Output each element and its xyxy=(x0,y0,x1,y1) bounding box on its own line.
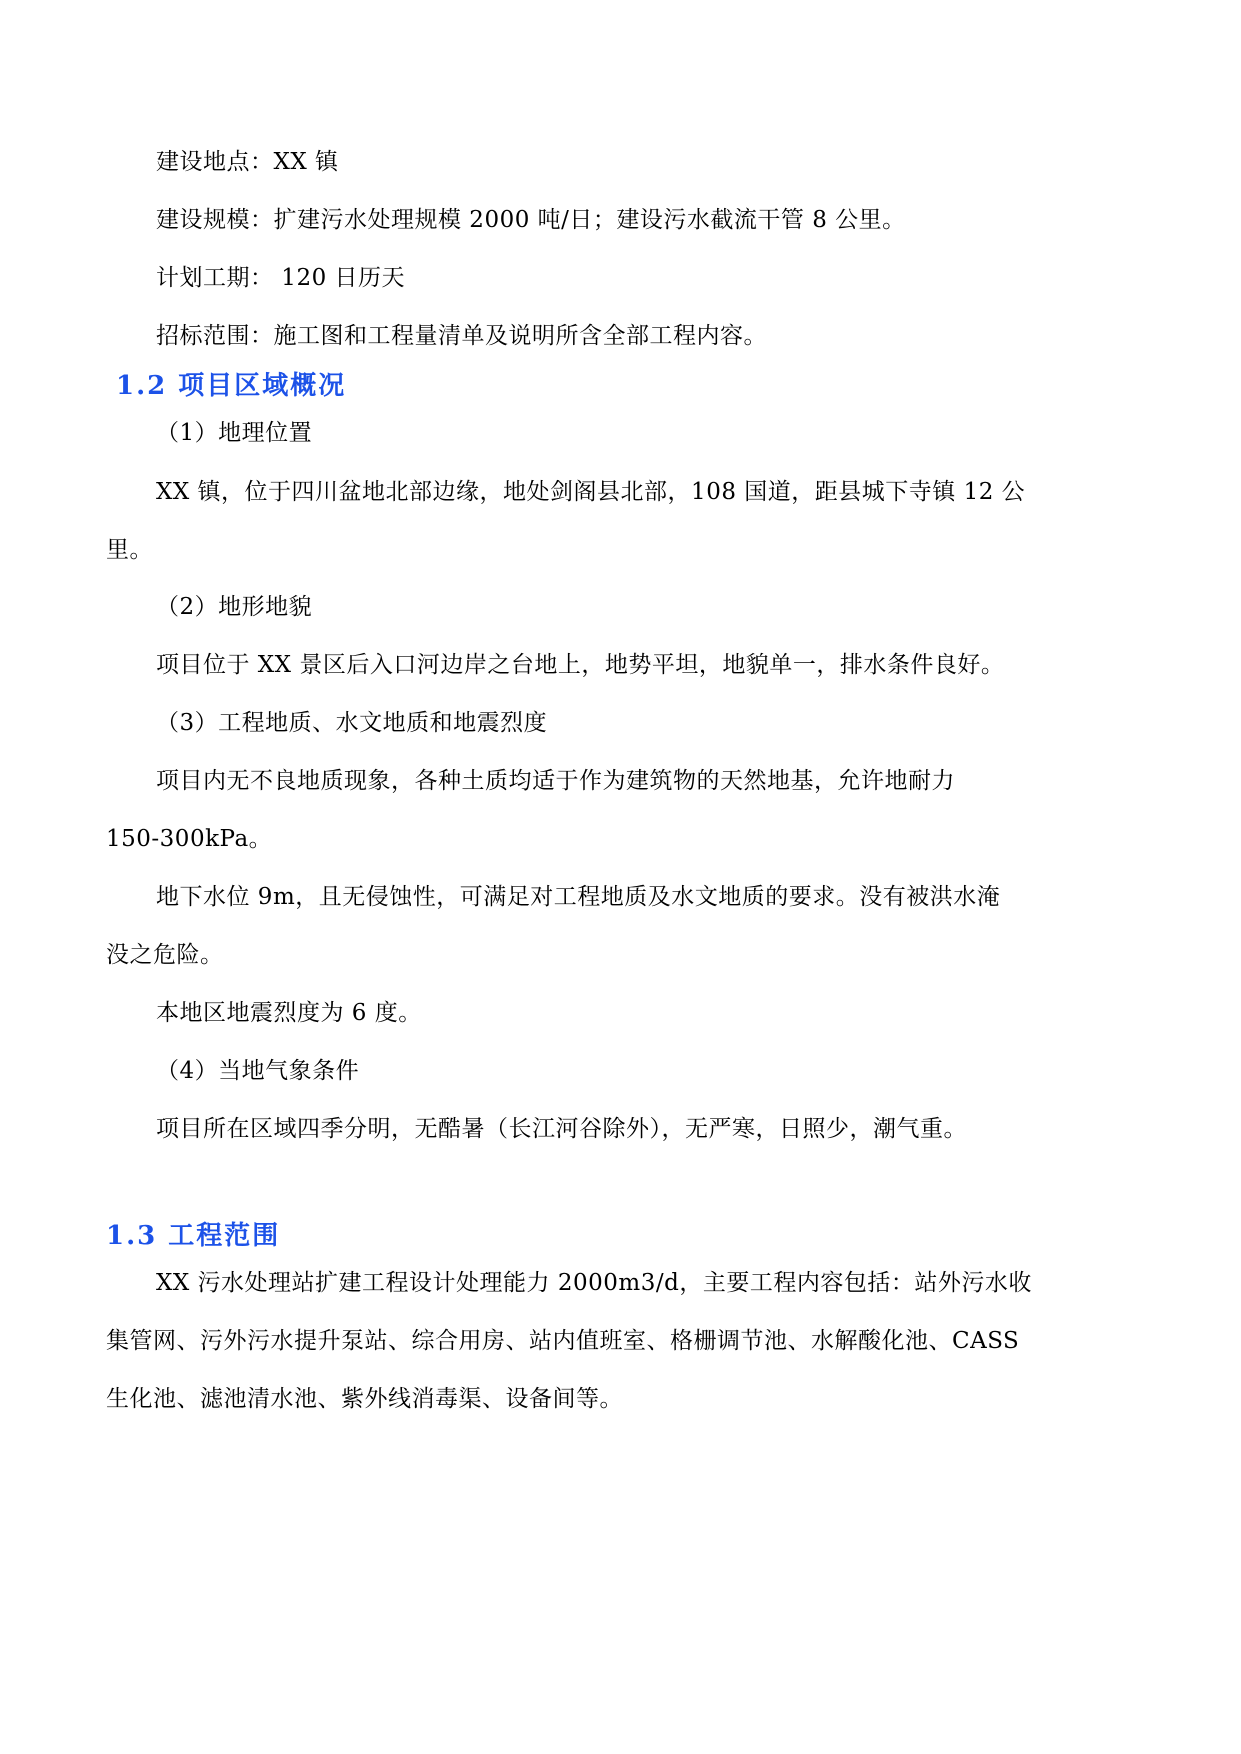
section-heading-1-3: 1.3 工程范围 xyxy=(106,1221,281,1251)
paragraph-seismic-intensity: 本地区地震烈度为 6 度。 xyxy=(156,1000,422,1026)
construction-location: 建设地点：XX 镇 xyxy=(156,149,339,175)
bid-scope: 招标范围：施工图和工程量清单及说明所含全部工程内容。 xyxy=(156,323,767,349)
paragraph-scope-line1: XX 污水处理站扩建工程设计处理能力 2000m3/d，主要工程内容包括：站外污水收 xyxy=(156,1270,1032,1296)
paragraph-geo-location-line1: XX 镇，位于四川盆地北部边缘，地处剑阁县北部，108 国道，距县城下寺镇 12 公 xyxy=(156,479,1026,505)
paragraph-geology-2-line1: 地下水位 9m，且无侵蚀性，可满足对工程地质及水文地质的要求。没有被洪水淹 xyxy=(156,884,1001,910)
paragraph-geology-1-line2: 150-300kPa。 xyxy=(106,826,273,852)
paragraph-climate: 项目所在区域四季分明，无酷暑（长江河谷除外），无严寒，日照少，潮气重。 xyxy=(156,1116,967,1142)
planned-schedule: 计划工期： 120 日历天 xyxy=(156,265,406,291)
paragraph-scope-line2: 集管网、污外污水提升泵站、综合用房、站内值班室、格栅调节池、水解酸化池、CASS xyxy=(106,1328,1020,1354)
subsection-title-terrain: （2）地形地貌 xyxy=(156,594,313,620)
paragraph-geology-1-line1: 项目内无不良地质现象，各种土质均适于作为建筑物的天然地基，允许地耐力 xyxy=(156,768,955,794)
paragraph-scope-line3: 生化池、滤池清水池、紫外线消毒渠、设备间等。 xyxy=(106,1386,623,1412)
subsection-title-climate: （4）当地气象条件 xyxy=(156,1058,360,1084)
subsection-title-geology: （3）工程地质、水文地质和地震烈度 xyxy=(156,710,548,736)
construction-scale: 建设规模：扩建污水处理规模 2000 吨/日；建设污水截流干管 8 公里。 xyxy=(156,207,906,233)
section-heading-1-2: 1.2 项目区域概况 xyxy=(116,371,347,401)
paragraph-geology-2-line2: 没之危险。 xyxy=(106,942,224,968)
subsection-title-geo-location: （1）地理位置 xyxy=(156,420,313,446)
paragraph-terrain: 项目位于 XX 景区后入口河边岸之台地上，地势平坦，地貌单一，排水条件良好。 xyxy=(156,652,1005,678)
paragraph-geo-location-line2: 里。 xyxy=(106,537,153,563)
